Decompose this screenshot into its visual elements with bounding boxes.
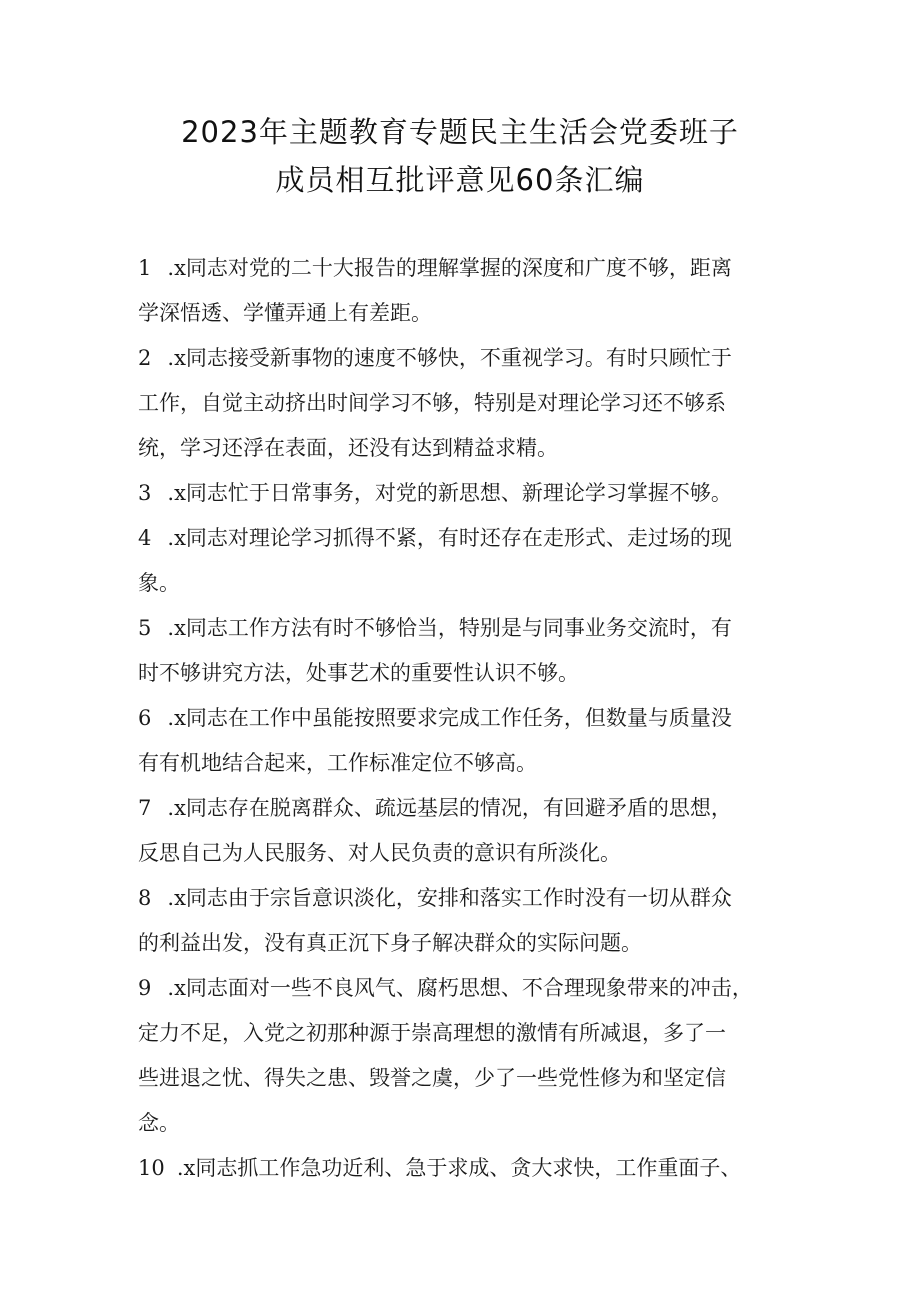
item-text: .x同志工作方法有时不够恰当，特别是与同事业务交流时，有 — [167, 616, 732, 640]
item-line: 时不够讲究方法，处事艺术的重要性认识不够。 — [138, 661, 579, 685]
item-number: 7 — [138, 796, 152, 820]
document-title — [0, 108, 920, 204]
item-number: 2 — [138, 346, 152, 370]
item-line: 象。 — [138, 571, 180, 595]
item-line: 定力不足，入党之初那种源于崇高理想的激情有所减退，多了一 — [138, 1021, 726, 1045]
item-line — [138, 966, 788, 1011]
item-number: 4 — [138, 526, 152, 550]
item-line: 些进退之忧、得失之患、毁誉之虞，少了一些党性修为和坚定信 — [138, 1066, 726, 1090]
item-text: .x同志由于宗旨意识淡化，安排和落实工作时没有一切从群众 — [167, 886, 732, 910]
item-line: 的利益出发，没有真正沉下身子解决群众的实际问题。 — [138, 931, 642, 955]
item-line — [138, 786, 788, 831]
item-line: 统，学习还浮在表面，还没有达到精益求精。 — [138, 436, 558, 460]
item-text: .x同志对理论学习抓得不紧，有时还存在走形式、走过场的现 — [167, 526, 732, 550]
item-line — [138, 606, 788, 651]
item-text: .x同志忙于日常事务，对党的新思想、新理论学习掌握不够。 — [167, 481, 732, 505]
list-item — [138, 471, 788, 516]
list-item — [138, 786, 788, 876]
item-number: 5 — [138, 616, 152, 640]
item-text: .x同志抓工作急功近利、急于求成、贪大求快，工作重面子、 — [176, 1156, 742, 1180]
item-line — [138, 696, 788, 741]
title-line-2: 成员相互批评意见60条汇编 — [275, 163, 645, 197]
item-line — [138, 876, 788, 921]
item-text: .x同志存在脱离群众、疏远基层的情况，有回避矛盾的思想， — [167, 796, 732, 820]
item-line: 学深悟透、学懂弄通上有差距。 — [138, 301, 432, 325]
item-number: 6 — [138, 706, 152, 730]
item-line: 工作，自觉主动挤出时间学习不够，特别是对理论学习还不够系 — [138, 391, 726, 415]
item-line — [138, 516, 788, 561]
list-item — [138, 1146, 788, 1191]
list-item — [138, 606, 788, 696]
item-number: 3 — [138, 481, 152, 505]
list-item — [138, 246, 788, 336]
item-line — [138, 471, 788, 516]
item-line: 念。 — [138, 1111, 180, 1135]
item-number: 1 — [138, 256, 152, 280]
list-item — [138, 966, 788, 1146]
item-text: .x同志在工作中虽能按照要求完成工作任务，但数量与质量没 — [167, 706, 732, 730]
title-line-1: 2023年主题教育专题民主生活会党委班子 — [181, 115, 739, 149]
item-text: .x同志接受新事物的速度不够快，不重视学习。有时只顾忙于 — [167, 346, 732, 370]
list-item — [138, 516, 788, 606]
item-line — [138, 1146, 788, 1191]
list-item — [138, 876, 788, 966]
item-number: 10 — [138, 1156, 165, 1180]
list-item — [138, 696, 788, 786]
item-text: .x同志面对一些不良风气、腐朽思想、不合理现象带来的冲击， — [167, 976, 753, 1000]
item-line — [138, 246, 788, 291]
item-number: 9 — [138, 976, 152, 1000]
item-number: 8 — [138, 886, 152, 910]
criticism-list — [138, 246, 788, 1191]
item-text: .x同志对党的二十大报告的理解掌握的深度和广度不够，距离 — [167, 256, 732, 280]
list-item — [138, 336, 788, 471]
item-line: 反思自己为人民服务、对人民负责的意识有所淡化。 — [138, 841, 621, 865]
item-line — [138, 336, 788, 381]
item-line: 有有机地结合起来，工作标准定位不够高。 — [138, 751, 537, 775]
